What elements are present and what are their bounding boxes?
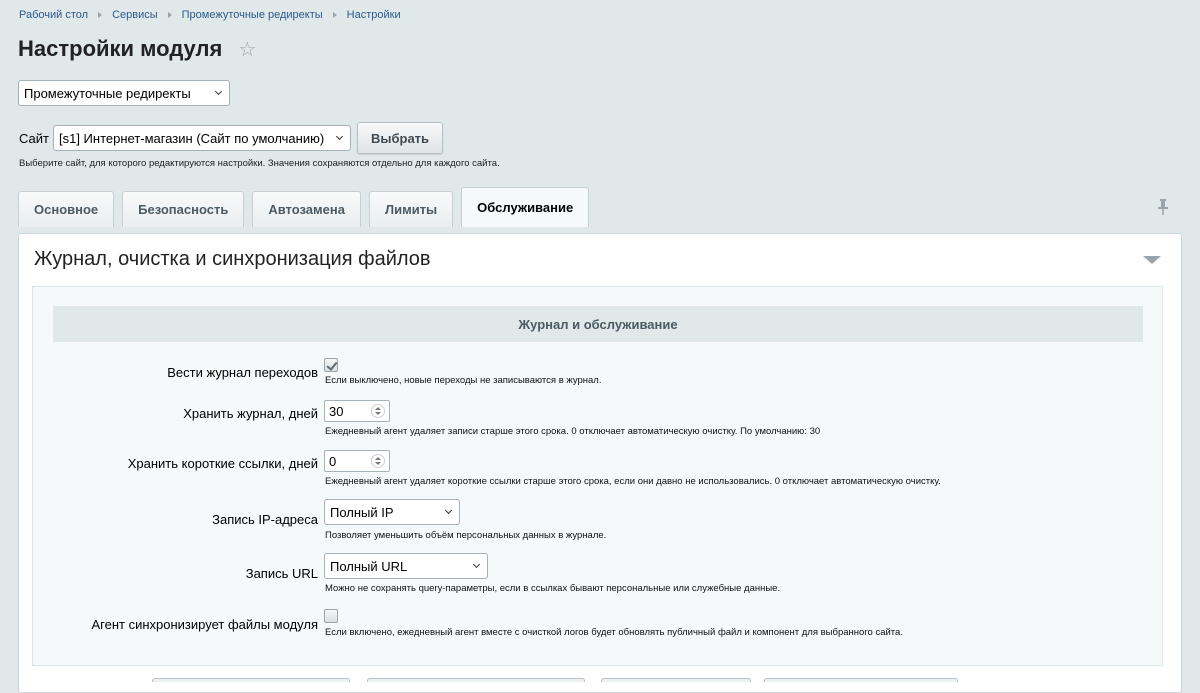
section-title: Журнал, очистка и синхронизация файлов <box>34 248 431 270</box>
log-days-value: 30 <box>329 403 344 419</box>
breadcrumb <box>19 9 401 21</box>
field-label: Хранить журнал, дней <box>183 406 318 421</box>
breadcrumb-separator-icon <box>168 12 172 18</box>
chevron-down-icon <box>445 507 452 514</box>
sync-files-checkbox[interactable] <box>324 609 338 623</box>
settings-table <box>32 286 1163 666</box>
chevron-down-icon <box>336 133 343 140</box>
field-label: Запись URL <box>245 566 318 581</box>
shortlink-days-input[interactable] <box>324 450 390 472</box>
tab-main[interactable]: Основное <box>18 191 114 227</box>
site-label: Сайт <box>19 130 49 146</box>
field-hint: Ежедневный агент удаляет записи старше этого срока. 0 отключает автоматическую очистку. По умолчанию: 30 <box>325 426 821 437</box>
breadcrumb-redirects[interactable]: Промежуточные редиректы <box>181 9 323 21</box>
footer-button[interactable] <box>601 678 751 682</box>
maintenance-panel <box>18 233 1182 693</box>
tab-autoreplace[interactable]: Автозамена <box>252 191 361 227</box>
field-hint: Ежедневный агент удаляет короткие ссылки старше этого срока, если они давно не использовались. 0 отключает автоматическую очистку. <box>325 476 941 487</box>
field-hint: Позволяет уменьшить объём персональных данных в журнале. <box>325 530 607 541</box>
breadcrumb-settings[interactable]: Настройки <box>346 9 401 21</box>
breadcrumb-desktop[interactable]: Рабочий стол <box>19 9 89 21</box>
footer-button[interactable] <box>152 678 350 682</box>
site-select-value: [s1] Интернет-магазин (Сайт по умолчанию) <box>58 130 325 146</box>
shortlink-days-value: 0 <box>329 453 337 469</box>
spinner-icon[interactable] <box>371 454 385 468</box>
page-title-block <box>18 36 256 62</box>
checkbox[interactable] <box>324 358 338 372</box>
field-hint: Если включено, ежедневный агент вместе с очисткой логов будет обновлять публичный файл и компонент для выбранного сайта. <box>325 627 903 638</box>
breadcrumb-services[interactable]: Сервисы <box>112 9 158 21</box>
field-label: Запись IP-адреса <box>212 512 318 527</box>
ip-logging-select[interactable] <box>324 499 460 525</box>
tab-maintenance[interactable]: Обслуживание <box>461 187 589 227</box>
field-label: Вести журнал переходов <box>167 365 318 380</box>
field-hint: Если выключено, новые переходы не записываются в журнал. <box>325 375 602 386</box>
page-title: Настройки модуля <box>18 36 223 61</box>
breadcrumb-separator-icon <box>98 12 102 18</box>
chevron-down-icon <box>215 88 222 95</box>
field-hint: Можно не сохранять query-параметры, если в ссылках бывают персональные или служебные данные. <box>325 583 781 594</box>
footer-button[interactable] <box>367 678 585 682</box>
star-icon[interactable]: ☆ <box>238 38 257 61</box>
log-days-input[interactable] <box>324 400 390 422</box>
tab-security[interactable]: Безопасность <box>122 191 244 227</box>
field-label: Агент синхронизирует файлы модуля <box>91 617 318 632</box>
footer-button[interactable] <box>764 678 958 682</box>
spinner-icon[interactable] <box>371 404 385 418</box>
collapse-icon[interactable] <box>1143 256 1161 264</box>
url-logging-value: Полный URL <box>330 558 408 574</box>
table-header: Журнал и обслуживание <box>53 306 1143 342</box>
tab-bar <box>18 187 589 227</box>
ip-logging-value: Полный IP <box>330 504 394 520</box>
module-select-value: Промежуточные редиректы <box>24 85 191 101</box>
site-select[interactable] <box>53 125 351 151</box>
select-site-button[interactable]: Выбрать <box>357 122 443 154</box>
breadcrumb-separator-icon <box>333 12 337 18</box>
pin-icon[interactable] <box>1157 198 1169 216</box>
field-label: Хранить короткие ссылки, дней <box>127 456 318 471</box>
url-logging-select[interactable] <box>324 553 488 579</box>
chevron-down-icon <box>473 561 480 568</box>
checkbox[interactable] <box>324 609 338 623</box>
module-select[interactable] <box>18 80 230 106</box>
site-hint: Выберите сайт, для которого редактируются настройки. Значения сохраняются отдельно для каждого сайта. <box>19 158 500 169</box>
log-transitions-checkbox[interactable] <box>324 358 338 372</box>
site-row <box>19 122 443 154</box>
tab-limits[interactable]: Лимиты <box>369 191 453 227</box>
